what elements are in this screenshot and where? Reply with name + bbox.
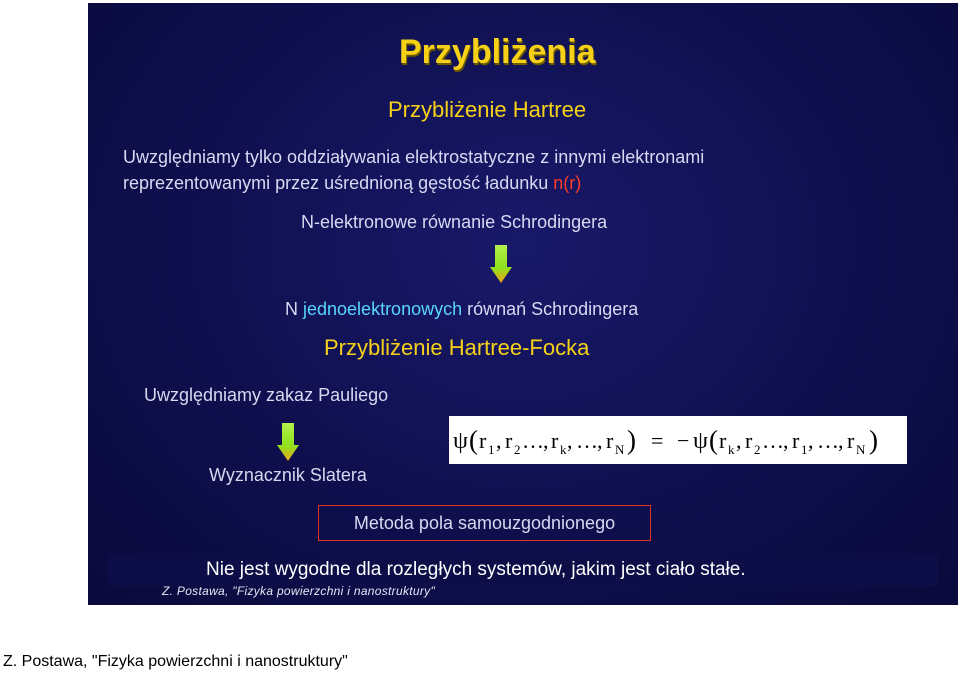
description-line-1: Uwzględniamy tylko oddziaływania elektrostatyczne z innymi elektronami [123, 147, 705, 167]
slide-title: Przybliżenia [399, 33, 596, 71]
formula-r: r [792, 428, 800, 453]
formula-sub: 2 [514, 442, 521, 457]
description-line-2-text: reprezentowanymi przez uśrednioną gęstość ładunku [123, 173, 554, 193]
pauli-exclusion-text: Uwzględniamy zakaz Pauliego [144, 385, 389, 405]
formula-minus: − [677, 428, 690, 453]
antisymmetry-formula [449, 416, 907, 464]
formula-comma: , [808, 428, 814, 453]
formula-sub: k [560, 442, 567, 457]
slide [88, 3, 958, 605]
formula-paren: ( [709, 425, 718, 455]
formula-r: r [479, 428, 487, 453]
one-electron-equations [285, 299, 638, 320]
formula-comma: , [736, 428, 742, 453]
formula-comma: , [783, 428, 789, 453]
formula-sub: 2 [754, 442, 761, 457]
formula-sub: N [615, 442, 625, 457]
self-consistent-field-box: Metoda pola samouzgodnionego [318, 505, 651, 541]
charge-density-symbol: n(r) [553, 173, 582, 193]
one-electron-suffix: równań Schrodingera [462, 299, 639, 319]
formula-psi-left: ψ [453, 428, 469, 454]
formula-r: r [745, 428, 753, 453]
formula-paren: ) [869, 425, 878, 455]
description-line-2 [123, 170, 704, 196]
formula-comma: , [496, 428, 502, 453]
formula-comma: , [543, 428, 549, 453]
formula-r: r [551, 428, 559, 453]
formula-r: r [505, 428, 513, 453]
down-arrow-icon [490, 245, 512, 283]
formula-psi-right: ψ [693, 428, 709, 454]
formula-dots: … [576, 428, 598, 453]
formula-dots: … [817, 428, 839, 453]
down-arrow-icon [277, 423, 299, 461]
slide-credit: Z. Postawa, "Fizyka powierzchni i nanostruktury" [162, 584, 436, 598]
n-electron-equation: N-elektronowe równanie Schrodingera [301, 212, 608, 232]
formula-dots: … [762, 428, 784, 453]
formula-comma: , [567, 428, 573, 453]
formula-sub: 1 [488, 442, 495, 457]
formula-sub: 1 [801, 442, 808, 457]
formula-r: r [719, 428, 727, 453]
slide-subtitle: Przybliżenie Hartree [388, 97, 587, 122]
hartree-fock-heading: Przybliżenie Hartree-Focka [324, 335, 590, 360]
formula-paren: ( [469, 425, 478, 455]
bottom-note: Nie jest wygodne dla rozległych systemów, jakim jest ciało stałe. [206, 559, 746, 580]
formula-sub: k [728, 442, 735, 457]
formula-r: r [606, 428, 614, 453]
description-paragraph [123, 144, 704, 196]
formula-comma: , [838, 428, 844, 453]
one-electron-highlight: jednoelektronowych [303, 299, 463, 319]
one-electron-prefix: N [285, 299, 303, 319]
formula-paren: ) [627, 425, 636, 455]
formula-sub: N [856, 442, 866, 457]
formula-dots: … [522, 428, 544, 453]
page-footer: Z. Postawa, "Fizyka powierzchni i nanostruktury" [3, 653, 348, 670]
formula-equals: = [651, 428, 664, 453]
slater-determinant-text: Wyznacznik Slatera [209, 465, 367, 485]
formula-comma: , [597, 428, 603, 453]
formula-r: r [847, 428, 855, 453]
